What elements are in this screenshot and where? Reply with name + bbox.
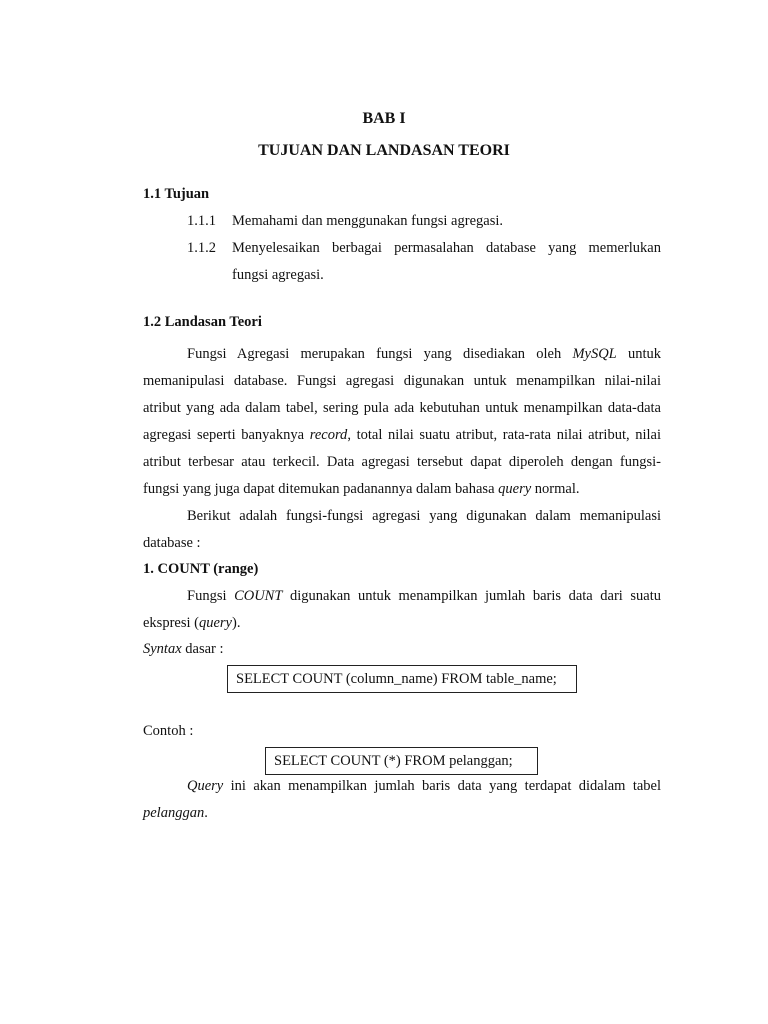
paragraph-line: atribut yang ada dalam tabel, sering pula ada kebutuhan untuk menampilkan data-data — [143, 400, 661, 416]
paragraph-line: Fungsi Agregasi merupakan fungsi yang disediakan oleh MySQL untuk — [187, 346, 662, 362]
italic-term: query — [198, 615, 232, 631]
italic-term: Query — [187, 778, 224, 794]
chapter-title: BAB I — [362, 110, 406, 127]
list-item-text: Menyelesaikan berbagai permasalahan database yang memerlukan — [232, 240, 661, 256]
italic-term: record — [309, 427, 348, 443]
italic-term: COUNT — [234, 588, 283, 604]
list-item-text-continuation: fungsi agregasi. — [232, 267, 324, 283]
subsection-heading-count: 1. COUNT (range) — [143, 561, 259, 577]
list-item-number: 1.1.2 — [187, 240, 216, 256]
paragraph-line: Fungsi COUNT digunakan untuk menampilkan jumlah baris data dari suatu — [187, 588, 662, 604]
paragraph-line: ekspresi (query). — [143, 615, 241, 631]
example-label: Contoh : — [143, 723, 194, 739]
italic-term: query — [498, 481, 532, 497]
example-code-box: SELECT COUNT (*) FROM pelanggan; — [265, 747, 538, 775]
paragraph-line: pelanggan. — [143, 805, 208, 821]
paragraph-line: Query ini akan menampilkan jumlah baris data yang terdapat didalam tabel — [187, 778, 662, 794]
italic-term: MySQL — [572, 346, 617, 362]
paragraph-line: agregasi seperti banyaknya record, total nilai suatu atribut, rata-rata nilai atribut, nilai — [143, 427, 662, 443]
section-heading-tujuan: 1.1 Tujuan — [143, 186, 210, 202]
chapter-subtitle: TUJUAN DAN LANDASAN TEORI — [258, 142, 510, 159]
paragraph-line: Berikut adalah fungsi-fungsi agregasi yang digunakan dalam memanipulasi — [187, 508, 661, 524]
list-item-number: 1.1.1 — [187, 213, 216, 229]
paragraph-line: atribut terbesar atau terkecil. Data agregasi tersebut dapat diperoleh dengan fungsi- — [143, 454, 661, 470]
syntax-code-box: SELECT COUNT (column_name) FROM table_name; — [227, 665, 577, 693]
syntax-label: Syntax dasar : — [143, 641, 224, 657]
italic-term: pelanggan — [143, 805, 205, 821]
paragraph-line: database : — [143, 535, 201, 551]
list-item-text: Memahami dan menggunakan fungsi agregasi. — [232, 213, 503, 229]
section-heading-landasan-teori: 1.2 Landasan Teori — [143, 314, 262, 330]
paragraph-line: memanipulasi database. Fungsi agregasi digunakan untuk menampilkan nilai-nilai — [143, 373, 661, 389]
paragraph-line: fungsi yang juga dapat ditemukan padanannya dalam bahasa query normal. — [143, 481, 580, 497]
